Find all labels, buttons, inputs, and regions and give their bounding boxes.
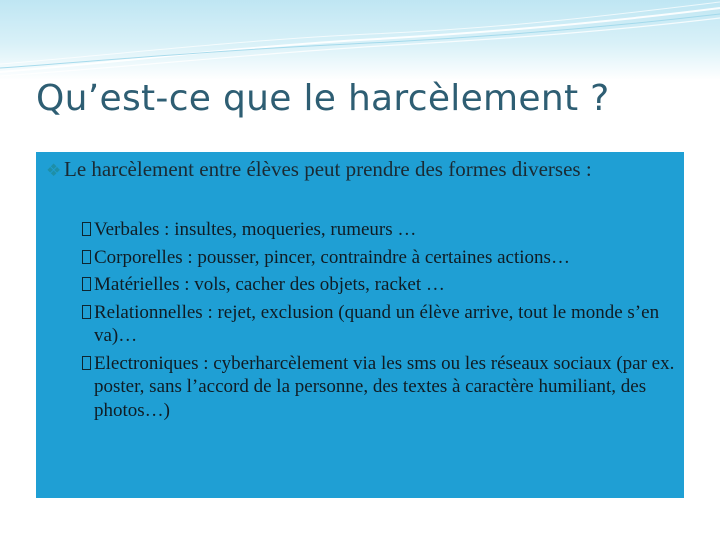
intro-text: Le harcèlement entre élèves peut prendre des formes diverses : [64,157,592,181]
forms-list [82,218,677,426]
content-panel [36,152,684,498]
list-item-text: Electroniques : cyberharcèlement via les sms ou les réseaux sociaux (par ex. poster, sans l’accord de la personne, des textes à caractère humiliant, des photos…) [94,352,675,421]
list-item [82,246,677,270]
box-bullet-icon [82,305,91,319]
diamond-bullet-icon: ❖ [46,161,62,180]
list-item-text: Relationnelles : rejet, exclusion (quand un élève arrive, tout le monde s’en va)… [94,301,660,346]
box-bullet-icon [82,222,91,236]
box-bullet-icon [82,277,91,291]
intro-bullet [46,157,690,183]
list-item [82,273,677,297]
list-item-text: Matérielles : vols, cacher des objets, racket … [94,274,445,295]
list-item-text: Corporelles : pousser, pincer, contraindre à certaines actions… [94,246,570,268]
box-bullet-icon [82,250,91,264]
page-title: Qu’est-ce que le harcèlement ? [36,78,610,119]
box-bullet-icon [82,356,91,370]
list-item [82,352,677,423]
list-item-text: Verbales : insultes, moqueries, rumeurs … [94,219,417,240]
list-item [82,301,677,348]
list-item [82,218,677,242]
wave-lines-decoration [0,0,720,80]
header-wave-band [0,0,720,80]
